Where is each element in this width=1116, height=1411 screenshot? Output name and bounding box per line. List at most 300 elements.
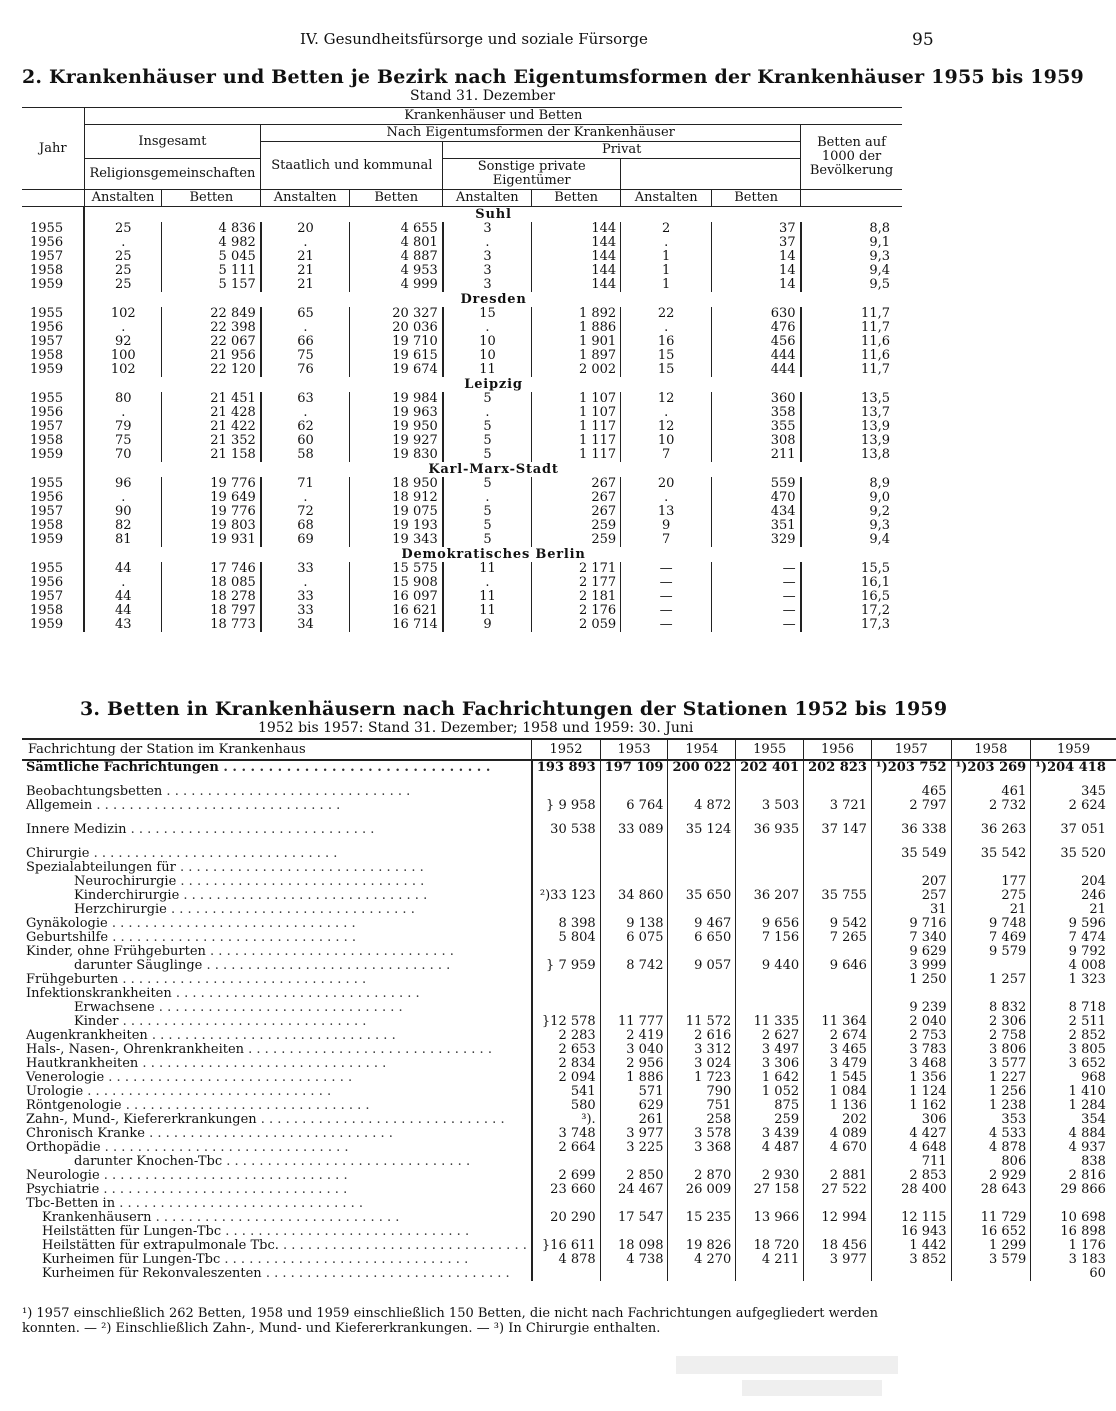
value-cell: 3 468 bbox=[871, 1057, 951, 1071]
value-cell: 9,3 bbox=[869, 518, 890, 533]
year-cell: 1957 bbox=[22, 590, 84, 604]
table-row bbox=[22, 1267, 1116, 1281]
row-label bbox=[22, 931, 532, 945]
value-cell: } 9 958 bbox=[532, 799, 600, 813]
value-cell: 1 257 bbox=[951, 973, 1031, 987]
value-cell: 22 bbox=[621, 307, 712, 321]
value-cell: 18 456 bbox=[804, 1239, 872, 1253]
table-row bbox=[22, 1057, 1116, 1071]
region-name: Demokratisches Berlin bbox=[401, 547, 586, 562]
table-row bbox=[22, 590, 902, 604]
table-row bbox=[22, 1253, 1116, 1267]
value-cell: 4 533 bbox=[951, 1127, 1031, 1141]
value-cell: 12 bbox=[621, 392, 712, 406]
value-cell: 193 893 bbox=[532, 760, 600, 775]
value-cell: 35 542 bbox=[951, 847, 1031, 861]
value-cell: 15 bbox=[621, 363, 712, 377]
row-label-text: Hals-, Nasen-, Ohrenkrankheiten bbox=[26, 1042, 245, 1057]
value-cell: 5 bbox=[443, 477, 532, 491]
value-cell: 27 522 bbox=[804, 1183, 872, 1197]
value-cell: 25 bbox=[84, 278, 162, 292]
value-cell bbox=[804, 1225, 872, 1239]
value-cell: 13 bbox=[621, 505, 712, 519]
value-cell: 1 410 bbox=[1031, 1085, 1116, 1099]
row-label bbox=[22, 1169, 532, 1183]
value-cell: 3 721 bbox=[804, 799, 872, 813]
value-cell: 22 398 bbox=[162, 321, 261, 335]
value-cell: 9 542 bbox=[804, 917, 872, 931]
value-cell: 3 312 bbox=[668, 1043, 736, 1057]
row-label bbox=[22, 889, 532, 903]
value-cell: 13 966 bbox=[736, 1211, 804, 1225]
value-cell: 17 746 bbox=[162, 562, 261, 576]
value-cell: 267 bbox=[532, 477, 621, 491]
region-row bbox=[22, 207, 902, 223]
value-cell: 5 804 bbox=[532, 931, 600, 945]
value-cell: 3 465 bbox=[804, 1043, 872, 1057]
table-row bbox=[22, 1239, 1116, 1253]
value-cell: 20 327 bbox=[350, 307, 443, 321]
value-cell: 355 bbox=[712, 420, 801, 434]
row-label-text: Herzchirurgie bbox=[74, 902, 167, 917]
year-cell: 1956 bbox=[22, 321, 84, 335]
value-cell: 33 bbox=[261, 604, 350, 618]
leader-dots: . . . . . . . . . . . . . . . . . . . . . . . . . . . . . . bbox=[121, 1098, 370, 1113]
value-cell: 261 bbox=[600, 1113, 668, 1127]
value-cell: 2 bbox=[621, 222, 712, 236]
value-cell bbox=[532, 847, 600, 861]
value-cell: 2 929 bbox=[951, 1169, 1031, 1183]
value-cell: 11 335 bbox=[736, 1015, 804, 1029]
row-label-text: Beobachtungsbetten bbox=[26, 784, 163, 799]
value-cell: 1 162 bbox=[871, 1099, 951, 1113]
value-cell: 70 bbox=[84, 448, 162, 462]
table-row bbox=[22, 847, 1116, 861]
row-label-text: Frühgeburten bbox=[26, 972, 119, 987]
value-cell: 1 117 bbox=[532, 434, 621, 448]
col-betten: Betten bbox=[350, 190, 443, 207]
value-cell: 3 040 bbox=[600, 1043, 668, 1057]
year-cell: 1957 bbox=[22, 505, 84, 519]
value-cell: 7 bbox=[621, 533, 712, 547]
table-row bbox=[22, 875, 1116, 889]
row-label-text: Kurheimen für Lungen-Tbc bbox=[42, 1252, 221, 1267]
value-cell: 4 982 bbox=[162, 236, 261, 250]
value-cell: 4 655 bbox=[350, 222, 443, 236]
value-cell: 16,1 bbox=[861, 575, 890, 590]
value-cell: 9 646 bbox=[804, 959, 872, 973]
value-cell: 8 832 bbox=[951, 1001, 1031, 1015]
table-row bbox=[22, 335, 902, 349]
value-cell: 19 615 bbox=[350, 349, 443, 363]
row-label bbox=[22, 1071, 532, 1085]
col-betten: Betten bbox=[532, 190, 621, 207]
row-label-text: Erwachsene bbox=[74, 1000, 155, 1015]
col-group: Krankenhäuser und Betten bbox=[84, 108, 902, 125]
value-cell: . bbox=[621, 406, 712, 420]
value-cell: 197 109 bbox=[600, 760, 668, 775]
value-cell: 4 836 bbox=[162, 222, 261, 236]
value-cell: 2 419 bbox=[600, 1029, 668, 1043]
value-cell: 21 bbox=[261, 264, 350, 278]
value-cell: 19 826 bbox=[668, 1239, 736, 1253]
stamp-icon bbox=[672, 1350, 902, 1405]
value-cell: 806 bbox=[951, 1155, 1031, 1169]
value-cell bbox=[951, 987, 1031, 1001]
value-cell: 4 999 bbox=[350, 278, 443, 292]
value-cell bbox=[532, 785, 600, 799]
year-cell: 1958 bbox=[22, 434, 84, 448]
value-cell: 2 094 bbox=[532, 1071, 600, 1085]
row-label bbox=[22, 1127, 532, 1141]
row-label-text: Infektionskrankheiten bbox=[26, 986, 172, 1001]
value-cell: 465 bbox=[871, 785, 951, 799]
value-cell: . bbox=[443, 236, 532, 250]
value-cell: 257 bbox=[871, 889, 951, 903]
value-cell: 4 427 bbox=[871, 1127, 951, 1141]
table-row bbox=[22, 917, 1116, 931]
value-cell: 11 364 bbox=[804, 1015, 872, 1029]
year-cell: 1956 bbox=[22, 491, 84, 505]
value-cell: 9 057 bbox=[668, 959, 736, 973]
value-cell: 19 931 bbox=[162, 533, 261, 547]
value-cell: 2 850 bbox=[600, 1169, 668, 1183]
value-cell: 30 538 bbox=[532, 823, 600, 837]
value-cell: 16 097 bbox=[350, 590, 443, 604]
value-cell: . bbox=[261, 236, 350, 250]
value-cell: — bbox=[621, 562, 712, 576]
value-cell: 9 748 bbox=[951, 917, 1031, 931]
table-row bbox=[22, 861, 1116, 875]
row-label-text: Heilstätten für Lungen-Tbc bbox=[42, 1224, 222, 1239]
value-cell: 2 834 bbox=[532, 1057, 600, 1071]
year-cell: 1959 bbox=[22, 278, 84, 292]
row-label bbox=[22, 1057, 532, 1071]
table-row bbox=[22, 1155, 1116, 1169]
value-cell: 5 bbox=[443, 420, 532, 434]
table-row bbox=[22, 278, 902, 292]
value-cell: 13,5 bbox=[861, 391, 890, 406]
table-row bbox=[22, 1169, 1116, 1183]
value-cell: 100 bbox=[84, 349, 162, 363]
value-cell bbox=[668, 987, 736, 1001]
value-cell: 3 bbox=[443, 250, 532, 264]
value-cell: 9 bbox=[621, 519, 712, 533]
value-cell: 80 bbox=[84, 392, 162, 406]
value-cell bbox=[871, 861, 951, 875]
value-cell: 36 207 bbox=[736, 889, 804, 903]
value-cell: 144 bbox=[532, 222, 621, 236]
value-cell: } 7 959 bbox=[532, 959, 600, 973]
year-cell: 1959 bbox=[22, 533, 84, 547]
value-cell: 1 bbox=[621, 250, 712, 264]
value-cell: 37 051 bbox=[1031, 823, 1116, 837]
value-cell: 9 596 bbox=[1031, 917, 1116, 931]
value-cell: 200 022 bbox=[668, 760, 736, 775]
row-label bbox=[22, 973, 532, 987]
row-label-text: Heilstätten für extrapulmonale Tbc. bbox=[42, 1238, 279, 1253]
row-label bbox=[22, 1099, 532, 1113]
value-cell: 2 627 bbox=[736, 1029, 804, 1043]
leader-dots: . . . . . . . . . . . . . . . . . . . . . . . . . . . . . . bbox=[92, 798, 341, 813]
value-cell: 5 bbox=[443, 533, 532, 547]
value-cell bbox=[600, 1197, 668, 1211]
value-cell: 9 656 bbox=[736, 917, 804, 931]
value-cell: 19 830 bbox=[350, 448, 443, 462]
row-label-text: Urologie bbox=[26, 1084, 84, 1099]
table-row bbox=[22, 823, 1116, 837]
table-row bbox=[22, 1141, 1116, 1155]
value-cell: 7 340 bbox=[871, 931, 951, 945]
year-cell: 1955 bbox=[22, 392, 84, 406]
value-cell: — bbox=[712, 562, 801, 576]
table2-subtitle: Stand 31. Dezember bbox=[410, 88, 556, 104]
value-cell: 267 bbox=[532, 505, 621, 519]
table-row bbox=[22, 1001, 1116, 1015]
table-row bbox=[22, 307, 902, 321]
row-label bbox=[22, 1239, 532, 1253]
value-cell: 1 227 bbox=[951, 1071, 1031, 1085]
value-cell: 5 111 bbox=[162, 264, 261, 278]
col-insgesamt: Insgesamt bbox=[84, 125, 261, 159]
value-cell: 6 650 bbox=[668, 931, 736, 945]
value-cell: 17,3 bbox=[861, 617, 890, 632]
value-cell bbox=[532, 987, 600, 1001]
value-cell: 259 bbox=[532, 533, 621, 547]
value-cell: . bbox=[261, 406, 350, 420]
table-row bbox=[22, 576, 902, 590]
value-cell bbox=[736, 1225, 804, 1239]
table-row bbox=[22, 889, 1116, 903]
col-betten: Betten bbox=[162, 190, 261, 207]
value-cell: 60 bbox=[1031, 1267, 1116, 1281]
value-cell: 3 368 bbox=[668, 1141, 736, 1155]
value-cell: 21 bbox=[261, 278, 350, 292]
value-cell: . bbox=[261, 491, 350, 505]
year-cell: 1957 bbox=[22, 250, 84, 264]
value-cell bbox=[668, 1001, 736, 1015]
row-label-text: Hautkrankheiten bbox=[26, 1056, 139, 1071]
value-cell: 5 bbox=[443, 505, 532, 519]
row-label bbox=[22, 861, 532, 875]
value-cell bbox=[804, 1001, 872, 1015]
value-cell: 75 bbox=[84, 434, 162, 448]
row-label-text: darunter Knochen-Tbc bbox=[74, 1154, 223, 1169]
value-cell: 27 158 bbox=[736, 1183, 804, 1197]
value-cell: 9 716 bbox=[871, 917, 951, 931]
row-label bbox=[22, 760, 532, 775]
value-cell: 21 bbox=[951, 903, 1031, 917]
col-anstalten: Anstalten bbox=[261, 190, 350, 207]
row-label-text: Kinderchirurgie bbox=[74, 888, 180, 903]
row-label-text: Kurheimen für Rekonvaleszenten bbox=[42, 1266, 262, 1281]
value-cell: 711 bbox=[871, 1155, 951, 1169]
table-row bbox=[22, 392, 902, 406]
value-cell: 3 bbox=[443, 222, 532, 236]
value-cell: 2 283 bbox=[532, 1029, 600, 1043]
value-cell: 751 bbox=[668, 1099, 736, 1113]
value-cell: 15 235 bbox=[668, 1211, 736, 1225]
row-label bbox=[22, 1141, 532, 1155]
table-row bbox=[22, 448, 902, 462]
value-cell: 11,7 bbox=[861, 320, 890, 335]
row-label-text: Sämtliche Fachrichtungen bbox=[26, 760, 219, 775]
value-cell: . bbox=[443, 321, 532, 335]
value-cell bbox=[804, 861, 872, 875]
value-cell bbox=[532, 1267, 600, 1281]
table-row bbox=[22, 785, 1116, 799]
row-label bbox=[22, 1001, 532, 1015]
value-cell: 2 511 bbox=[1031, 1015, 1116, 1029]
value-cell: 9 579 bbox=[951, 945, 1031, 959]
value-cell: 3 503 bbox=[736, 799, 804, 813]
value-cell: 1 356 bbox=[871, 1071, 951, 1085]
value-cell: 44 bbox=[84, 590, 162, 604]
row-label-text: Venerologie bbox=[26, 1070, 105, 1085]
value-cell: 1 442 bbox=[871, 1239, 951, 1253]
table-row bbox=[22, 799, 1116, 813]
value-cell: 92 bbox=[84, 335, 162, 349]
table-row bbox=[22, 491, 902, 505]
value-cell: 102 bbox=[84, 363, 162, 377]
leader-dots: . . . . . . . . . . . . . . . . . . . . . . . . . . . . . . bbox=[222, 1154, 471, 1169]
value-cell: 13,8 bbox=[861, 447, 890, 462]
table-row bbox=[22, 1085, 1116, 1099]
col-privat: Privat bbox=[443, 142, 801, 159]
value-cell: 202 823 bbox=[804, 760, 872, 775]
leader-dots: . . . . . . . . . . . . . . . . . . . . . . . . . . . . . . bbox=[220, 1252, 469, 1267]
value-cell: 1 323 bbox=[1031, 973, 1116, 987]
value-cell: 1 176 bbox=[1031, 1239, 1116, 1253]
value-cell: 22 849 bbox=[162, 307, 261, 321]
row-label bbox=[22, 1015, 532, 1029]
value-cell: 18 797 bbox=[162, 604, 261, 618]
value-cell: 2 797 bbox=[871, 799, 951, 813]
value-cell: 2 852 bbox=[1031, 1029, 1116, 1043]
table2 bbox=[22, 107, 902, 632]
leader-dots: . . . . . . . . . . . . . . . . . . . . . . . . . . . . . . bbox=[175, 860, 424, 875]
leader-dots: . . . . . . . . . . . . . . . . . . . . . . . . . . . . . . bbox=[244, 1042, 492, 1057]
value-cell: 1 084 bbox=[804, 1085, 872, 1099]
table-row bbox=[22, 1225, 1116, 1239]
value-cell: 345 bbox=[1031, 785, 1116, 799]
value-cell: 629 bbox=[600, 1099, 668, 1113]
value-cell: 35 650 bbox=[668, 889, 736, 903]
table-row bbox=[22, 604, 902, 618]
value-cell: 60 bbox=[261, 434, 350, 448]
value-cell: 33 bbox=[261, 590, 350, 604]
year-cell: 1958 bbox=[22, 604, 84, 618]
table-row bbox=[22, 1015, 1116, 1029]
value-cell: 12 994 bbox=[804, 1211, 872, 1225]
value-cell: 18 720 bbox=[736, 1239, 804, 1253]
value-cell: — bbox=[712, 618, 801, 632]
col-jahr: Jahr bbox=[22, 108, 84, 190]
value-cell bbox=[804, 903, 872, 917]
value-cell bbox=[668, 785, 736, 799]
value-cell: 11 bbox=[443, 363, 532, 377]
value-cell: 461 bbox=[951, 785, 1031, 799]
table-row bbox=[22, 1183, 1116, 1197]
value-cell: 16 898 bbox=[1031, 1225, 1116, 1239]
row-label bbox=[22, 1029, 532, 1043]
row-label-text: Chronisch Kranke bbox=[26, 1126, 145, 1141]
table-row bbox=[22, 477, 902, 491]
value-cell: 36 338 bbox=[871, 823, 951, 837]
value-cell: 11 bbox=[443, 604, 532, 618]
leader-dots: . . . . . . . . . . . . . . . . . . . . . . . . . . . . . . bbox=[108, 930, 357, 945]
value-cell: 11 777 bbox=[600, 1015, 668, 1029]
value-cell bbox=[951, 959, 1031, 973]
value-cell: 4 937 bbox=[1031, 1141, 1116, 1155]
value-cell bbox=[736, 861, 804, 875]
value-cell: 62 bbox=[261, 420, 350, 434]
value-cell: 2 956 bbox=[600, 1057, 668, 1071]
value-cell: . bbox=[621, 491, 712, 505]
value-cell: 2 674 bbox=[804, 1029, 872, 1043]
value-cell: 7 156 bbox=[736, 931, 804, 945]
value-cell: 44 bbox=[84, 604, 162, 618]
value-cell bbox=[736, 847, 804, 861]
value-cell: 1 107 bbox=[532, 406, 621, 420]
year-cell: 1957 bbox=[22, 335, 84, 349]
value-cell: 470 bbox=[712, 491, 801, 505]
value-cell: 82 bbox=[84, 519, 162, 533]
row-label bbox=[22, 959, 532, 973]
row-label-text: Orthopädie bbox=[26, 1140, 101, 1155]
table-row bbox=[22, 1127, 1116, 1141]
value-cell: 15 575 bbox=[350, 562, 443, 576]
leader-dots: . . . . . . . . . . . . . . . . . . . . . . . . . . . . . . bbox=[99, 1182, 348, 1197]
table-row bbox=[22, 562, 902, 576]
table3-subtitle: 1952 bis 1957: Stand 31. Dezember; 1958 und 1959: 30. Juni bbox=[258, 720, 694, 736]
value-cell: 3 306 bbox=[736, 1057, 804, 1071]
value-cell: 2 870 bbox=[668, 1169, 736, 1183]
value-cell bbox=[600, 847, 668, 861]
leader-dots: . . . . . . . . . . . . . . . . . . . . . . . . . . . . . . bbox=[154, 1000, 403, 1015]
value-cell: 76 bbox=[261, 363, 350, 377]
value-cell bbox=[804, 945, 872, 959]
value-cell: 8 718 bbox=[1031, 1001, 1116, 1015]
value-cell: 16 bbox=[621, 335, 712, 349]
value-cell: 19 927 bbox=[350, 434, 443, 448]
value-cell: 19 984 bbox=[350, 392, 443, 406]
col-year: 1954 bbox=[668, 739, 736, 760]
value-cell: 2 002 bbox=[532, 363, 621, 377]
value-cell: 790 bbox=[668, 1085, 736, 1099]
row-label bbox=[22, 1225, 532, 1239]
value-cell: 4 648 bbox=[871, 1141, 951, 1155]
table-row bbox=[22, 1099, 1116, 1113]
col-year: 1959 bbox=[1031, 739, 1116, 760]
value-cell: 22 120 bbox=[162, 363, 261, 377]
value-cell: 31 bbox=[871, 903, 951, 917]
value-cell: 18 278 bbox=[162, 590, 261, 604]
value-cell: 3 439 bbox=[736, 1127, 804, 1141]
value-cell: 308 bbox=[712, 434, 801, 448]
value-cell bbox=[668, 1225, 736, 1239]
value-cell: 9 bbox=[443, 618, 532, 632]
value-cell bbox=[1031, 1197, 1116, 1211]
value-cell: 17,2 bbox=[861, 603, 890, 618]
value-cell: 3 497 bbox=[736, 1043, 804, 1057]
value-cell: 306 bbox=[871, 1113, 951, 1127]
value-cell: 267 bbox=[532, 491, 621, 505]
value-cell: . bbox=[443, 576, 532, 590]
year-cell: 1958 bbox=[22, 519, 84, 533]
value-cell: 69 bbox=[261, 533, 350, 547]
value-cell bbox=[804, 973, 872, 987]
